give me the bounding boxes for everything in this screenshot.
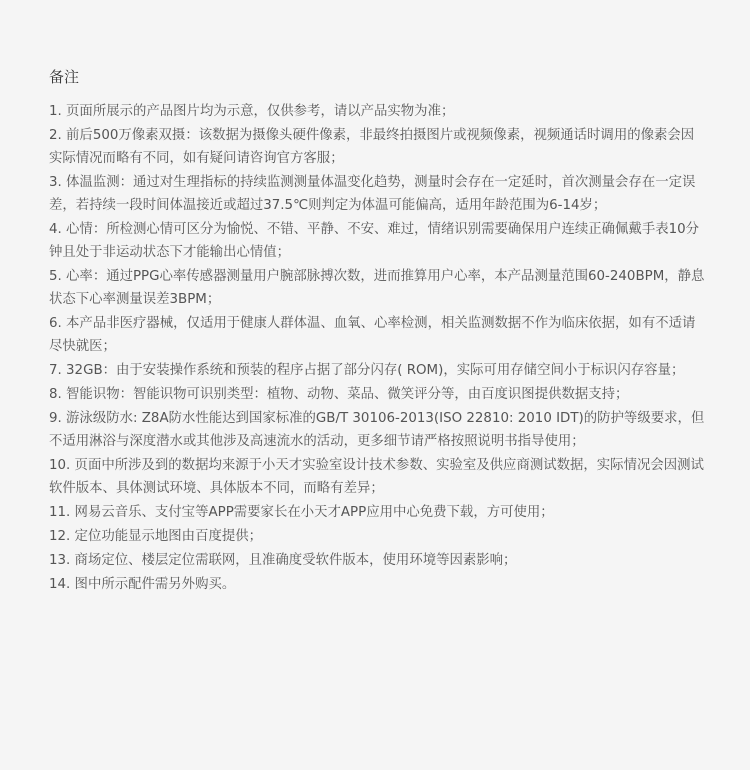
note-item-14: 14. 图中所示配件需另外购买。 [49,577,236,592]
note-item-7: 7. 32GB：由于安装操作系统和预装的程序占据了部分闪存( ROM)，实际可用存储空间小于标识闪存容量； [49,363,685,378]
notes-list [49,100,705,596]
notes-section [49,66,705,597]
note-item-12: 12. 定位功能显示地图由百度提供； [49,529,263,544]
note-item-4: 4. 心情：所检测心情可区分为愉悦、不错、平静、不安、难过，情绪识别需要确保用户连续正确佩戴手表10分钟且处于非运动状态下才能输出心情值； [49,222,700,260]
notes-title: 备注 [49,68,80,86]
note-item-6: 6. 本产品非医疗器械，仅适用于健康人群体温、血氧、心率检测，相关监测数据不作为临床依据，如有不适请尽快就医； [49,316,696,354]
note-item-8: 8. 智能识物：智能识物可识别类型：植物、动物、菜品、微笑评分等，由百度识图提供数据支持； [49,387,629,402]
note-item-3: 3. 体温监测：通过对生理指标的持续监测测量体温变化趋势，测量时会存在一定延时，首次测量会存在一定误差，若持续一段时间体温接近或超过37.5℃则判定为体温可能偏高，适用年龄范围为6-14岁； [49,175,696,213]
note-item-13: 13. 商场定位、楼层定位需联网，且准确度受软件版本，使用环境等因素影响； [49,553,517,568]
note-item-1: 1. 页面所展示的产品图片均为示意，仅供参考，请以产品实物为准； [49,104,455,119]
note-item-9: 9. 游泳级防水: Z8A防水性能达到国家标准的GB/T 30106-2013(ISO 22810: 2010 IDT)的防护等级要求，但不适用淋浴与深度潜水或其他涉及高速流水的活动，更多细节请严格按照说明书指导使用； [49,411,705,449]
note-item-11: 11. 网易云音乐、支付宝等APP需要家长在小天才APP应用中心免费下载，方可使用； [49,505,554,520]
note-item-2: 2. 前后500万像素双摄：该数据为摄像头硬件像素，非最终拍摄图片或视频像素，视频通话时调用的像素会因实际情况而略有不同，如有疑问请咨询官方客服； [49,128,695,166]
note-item-10: 10. 页面中所涉及到的数据均来源于小天才实验室设计技术参数、实验室及供应商测试数据，实际情况会因测试软件版本、具体测试环境、具体版本不同，而略有差异； [49,458,704,496]
note-item-5: 5. 心率：通过PPG心率传感器测量用户腕部脉搏次数，进而推算用户心率，本产品测量范围60-240BPM，静息状态下心率测量误差3BPM； [49,269,705,307]
